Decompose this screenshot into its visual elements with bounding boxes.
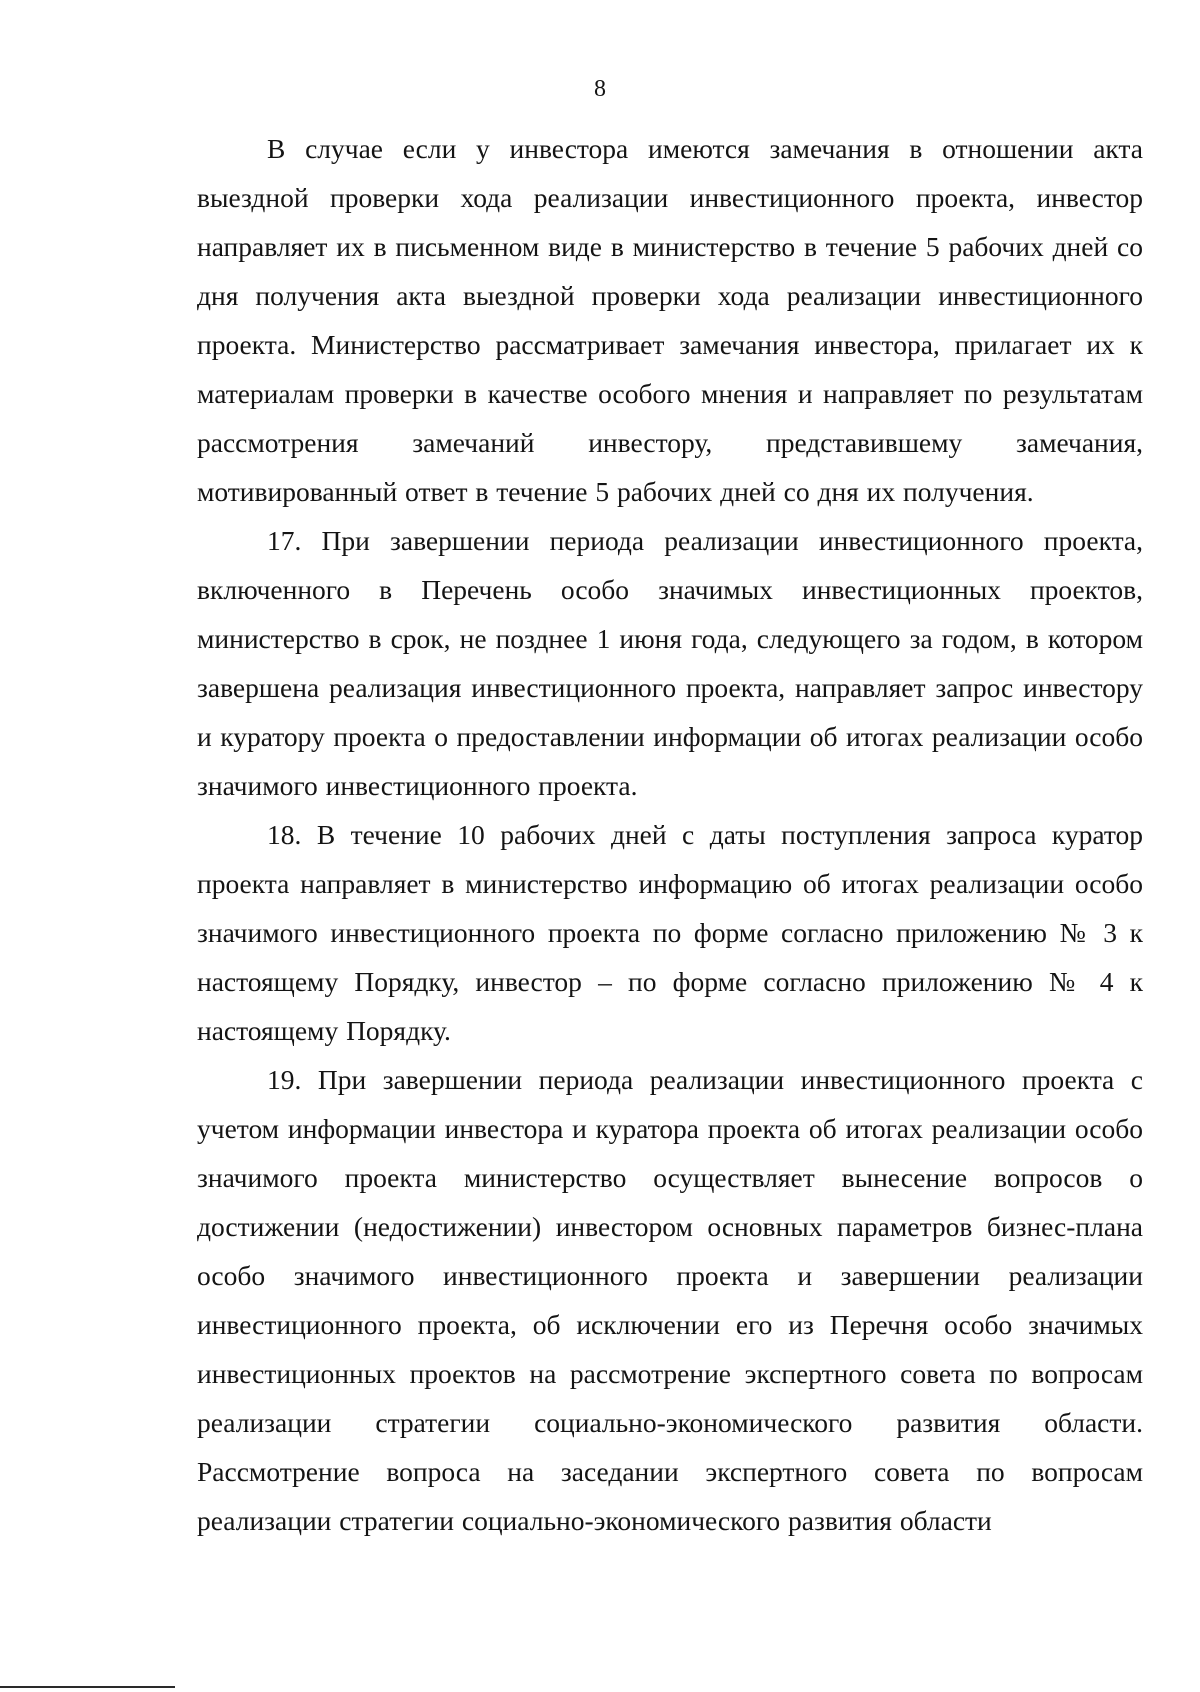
page-number: 8 — [594, 76, 606, 102]
paragraph-17: 17. При завершении периода реализации инвестиционного проекта, включенного в Перечень особо значимых инвестиционных проектов, министерство в срок, не позднее 1 июня года, следующего за годом, в котором завершена реализация инвестиционного проекта, направляет запрос инвестору и куратору проекта о предоставлении информации об итогах реализации особо значимого инвестиционного проекта. — [197, 525, 1143, 801]
footer-rule — [0, 1686, 175, 1688]
paragraph-remarks: В случае если у инвестора имеются замечания в отношении акта выездной проверки хода реализации инвестиционного проекта, инвестор направляет их в письменном виде в министерство в течение 5 рабочих дней со дня получения акта выездной проверки хода реализации инвестиционного проекта. Министерство рассматривает замечания инвестора, прилагает их к материалам проверки в качестве особого мнения и направляет по результатам рассмотрения замечаний инвестору, представившему замечания, мотивированный ответ в течение 5 рабочих дней со дня их получения. — [197, 133, 1143, 507]
paragraph-18: 18. В течение 10 рабочих дней с даты поступления запроса куратор проекта направляет в министерство информацию об итогах реализации особо значимого инвестиционного проекта по форме согласно приложению № 3 к настоящему Порядку, инвестор – по форме согласно приложению № 4 к настоящему Порядку. — [197, 819, 1143, 1046]
paragraph-19: 19. При завершении периода реализации инвестиционного проекта с учетом информации инвестора и куратора проекта об итогах реализации особо значимого проекта министерство осуществляет вынесение вопросов о достижении (недостижении) инвестором основных параметров бизнес-плана особо значимого инвестиционного проекта и завершении реализации инвестиционного проекта, об исключении его из Перечня особо значимых инвестиционных проектов на рассмотрение экспертного совета по вопросам реализации стратегии социально-экономического развития области. Рассмотрение вопроса на заседании экспертного совета по вопросам реализации стратегии социально-экономического развития области — [197, 1064, 1143, 1536]
document-body — [197, 124, 1143, 1545]
